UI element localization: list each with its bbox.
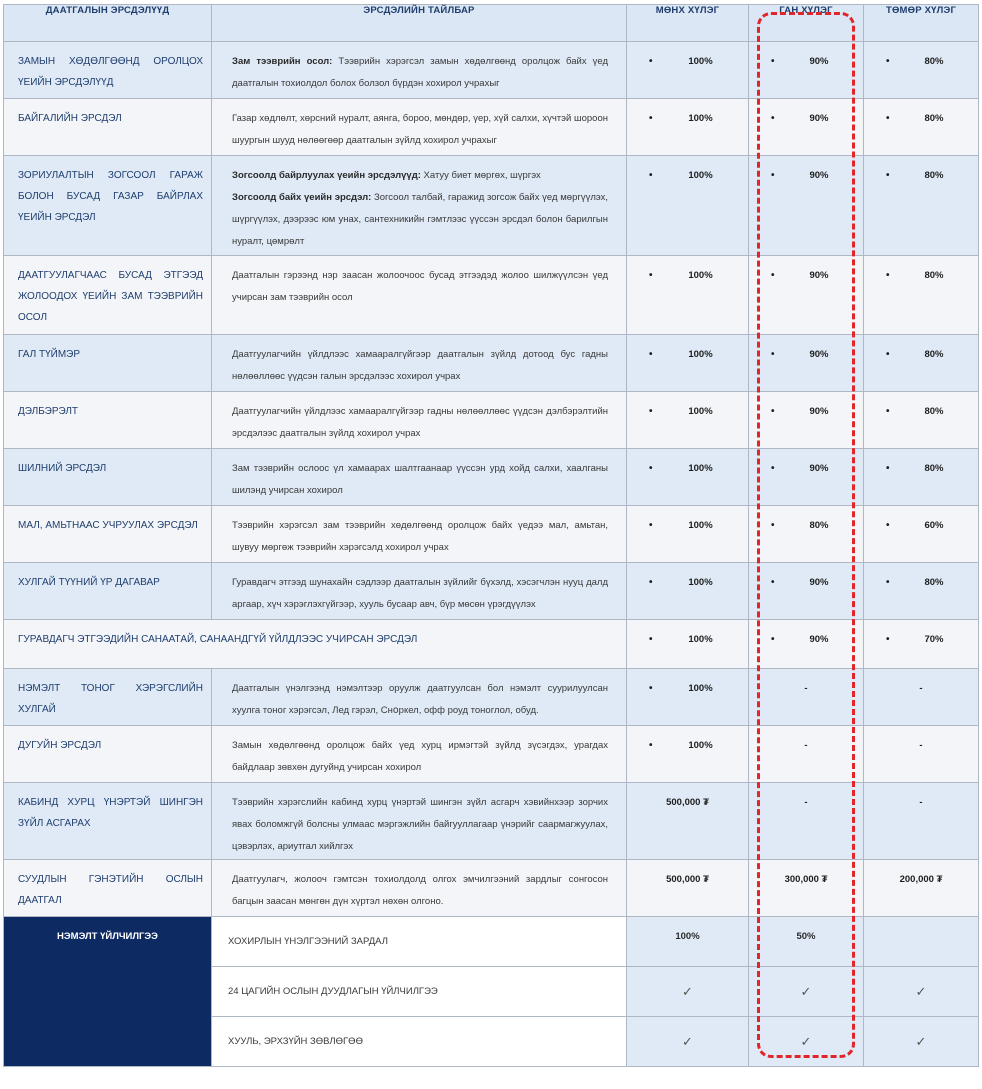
check-icon: ✓ bbox=[682, 983, 693, 999]
extra-label: ХУУЛЬ, ЭРХЗҮЙН ЗӨВЛӨГӨӨ bbox=[212, 1017, 627, 1067]
table-row bbox=[4, 335, 979, 392]
value-gan: - bbox=[749, 783, 864, 860]
risk-description: Зогсоолд байрлуулах үеийн эрсдэлүүд: Хатуу биет мөргөх, шүргэх Зогсоолд байх үеийн эрсдэл: Зогсоол талбай, гаражид зогсож байх үед мөргүүлэх, шүргүүлэх, дээрээс юм унах, сантехникийн гэмтлээс үүссэн эрсдэл болон барилгын нуралт, цөмрөлт bbox=[212, 156, 627, 256]
check-icon: ✓ bbox=[800, 983, 812, 999]
value-munkh: • 100% bbox=[627, 392, 749, 449]
extra-value-gan bbox=[749, 967, 864, 1017]
extra-services-heading: НЭМЭЛТ ҮЙЛЧИЛГЭЭ bbox=[4, 917, 212, 1067]
value-gan: - bbox=[749, 669, 864, 726]
risk-description: Замын хөдөлгөөнд оролцож байх үед хурц ирмэгтэй зүйлд зүсэгдэх, урагдах байдлаар зөвхөн дугуйнд учирсан хохирол bbox=[212, 726, 627, 783]
table-row bbox=[4, 506, 979, 563]
extra-value-gan bbox=[749, 1017, 864, 1067]
value-gan: • 90% bbox=[749, 392, 864, 449]
table-row bbox=[4, 726, 979, 783]
risk-description: Гуравдагч этгээд шунахайн сэдлээр даатгалын зүйлийг бүхэлд, хэсэгчлэн нууц далд аргаар, хүч хэрэглэхгүйгээр, хууль бусаар авч, бүр мөсөн үрэгдүүлэх bbox=[212, 563, 627, 620]
table-row bbox=[4, 42, 979, 99]
table-row bbox=[4, 99, 979, 156]
value-tumur: • 80% bbox=[864, 392, 979, 449]
risk-description: Тээврийн хэрэгсэл зам тээврийн хөдөлгөөнд оролцож байх үедээ мал, амьтан, шувуу мөргөж тээврийн хэрэгсэлд хохирол учрах bbox=[212, 506, 627, 563]
risk-description: Газар хөдлөлт, хөрсний нуралт, аянга, бороо, мөндөр, үер, хүй салхи, хүчтэй шороон шуургын шууд нөлөөгөөр даатгалын зүйлд хохирол учрахыг bbox=[212, 99, 627, 156]
value-gan: • 80% bbox=[749, 506, 864, 563]
table-row bbox=[4, 392, 979, 449]
header-plan-munkh: МӨНХ ХҮЛЭГ bbox=[627, 5, 749, 42]
value-tumur: - bbox=[864, 669, 979, 726]
risk-description: Зам тээврийн ослоос үл хамаарах шалтгаанаар үүссэн урд хойд салхи, хаалганы шилэнд учирсан хохирол bbox=[212, 449, 627, 506]
table-row bbox=[4, 256, 979, 335]
value-munkh: • 100% bbox=[627, 449, 749, 506]
header-plan-tumur: ТӨМӨР ХҮЛЭГ bbox=[864, 5, 979, 42]
risk-description bbox=[212, 42, 627, 99]
value-munkh: 500,000 ₮ bbox=[627, 783, 749, 860]
header-description: ЭРСДЭЛИЙН ТАЙЛБАР bbox=[212, 5, 627, 42]
desc-bold: Зогсоолд байх үеийн эрсдэл: bbox=[232, 192, 372, 203]
table-row bbox=[4, 563, 979, 620]
check-icon: ✓ bbox=[915, 983, 927, 999]
value-gan: • 90% bbox=[749, 335, 864, 392]
desc-bold: Зам тээврийн осол: bbox=[232, 56, 333, 67]
value-munkh: • 100% bbox=[627, 669, 749, 726]
desc-text: Тээврийн хэрэгсэл замын хөдөлгөөнд оролцож байх үед даатгалын тохиолдол болох болзол бүрдэн хохирол учрахыг bbox=[232, 56, 609, 89]
desc-bold: Зогсоолд байрлуулах үеийн эрсдэлүүд: bbox=[232, 170, 421, 181]
risk-description: Даатгуулагчийн үйлдлээс хамааралгүйгээр гадны нөлөөллөөс үүдсэн дэлбэрэлтийн эрсдэлээс даатгалын зүйлд хохирол учрах bbox=[212, 392, 627, 449]
header-risk: ДААТГАЛЫН ЭРСДЭЛҮҮД bbox=[4, 5, 212, 42]
check-icon: ✓ bbox=[800, 1033, 812, 1049]
risk-description: Даатгуулагч, жолооч гэмтсэн тохиолдолд олгох эмчилгээний зардлыг сонгосон багцын заасан мөнгөн дүн хүртэл нөхөн олгоно. bbox=[212, 860, 627, 917]
extra-value-gan: 50% bbox=[749, 917, 864, 967]
risk-name: ДЭЛБЭРЭЛТ bbox=[4, 392, 212, 449]
extra-value-munkh bbox=[627, 967, 749, 1017]
value-munkh: • 100% bbox=[627, 42, 749, 99]
value-gan: • 90% bbox=[749, 620, 864, 669]
value-munkh: • 100% bbox=[627, 506, 749, 563]
risk-name: ДУГУЙН ЭРСДЭЛ bbox=[4, 726, 212, 783]
table-row bbox=[4, 669, 979, 726]
value-tumur: - bbox=[864, 783, 979, 860]
value-munkh: • 100% bbox=[627, 256, 749, 335]
risk-name: СУУДЛЫН ГЭНЭТИЙН ОСЛЫН ДААТГАЛ bbox=[4, 860, 212, 917]
table-row bbox=[4, 783, 979, 860]
header-row bbox=[4, 5, 979, 42]
value-gan: 300,000 ₮ bbox=[749, 860, 864, 917]
risk-description: Тээврийн хэрэгслийн кабинд хурц үнэртэй шингэн зүйл асгарч хэвийнхээр зорчих явах боломжгүй болсны улмаас мэргэжлийн байгууллагаар үнэрийг саармагжуулах, цэвэрлэх, ариутгал хийлгэх bbox=[212, 783, 627, 860]
value-tumur: • 80% bbox=[864, 563, 979, 620]
value-tumur: • 80% bbox=[864, 335, 979, 392]
risk-name: ШИЛНИЙ ЭРСДЭЛ bbox=[4, 449, 212, 506]
table-row bbox=[4, 860, 979, 917]
extra-label: 24 ЦАГИЙН ОСЛЫН ДУУДЛАГЫН ҮЙЛЧИЛГЭЭ bbox=[212, 967, 627, 1017]
extra-value-tumur bbox=[864, 917, 979, 967]
risk-description: Даатгуулагчийн үйлдлээс хамааралгүйгээр даатгалын зүйлд дотоод бус гадны нөлөөллөөс үүдсэн галын эрсдэлээс хохирол учрах bbox=[212, 335, 627, 392]
risk-name: ГАЛ ТҮЙМЭР bbox=[4, 335, 212, 392]
check-icon: ✓ bbox=[682, 1033, 693, 1049]
value-munkh: • 100% bbox=[627, 99, 749, 156]
table-row bbox=[4, 156, 979, 256]
extra-value-munkh: 100% bbox=[627, 917, 749, 967]
value-tumur: - bbox=[864, 726, 979, 783]
value-tumur: • 80% bbox=[864, 156, 979, 256]
risk-description: Даатгалын гэрээнд нэр заасан жолоочоос бусад этгээдэд жолоо шилжүүлсэн үед учирсан зам тээврийн осол bbox=[212, 256, 627, 335]
extra-value-tumur bbox=[864, 967, 979, 1017]
value-munkh: 500,000 ₮ bbox=[627, 860, 749, 917]
extra-value-munkh bbox=[627, 1017, 749, 1067]
value-gan: • 90% bbox=[749, 156, 864, 256]
risk-name: КАБИНД ХУРЦ ҮНЭРТЭЙ ШИНГЭН ЗҮЙЛ АСГАРАХ bbox=[4, 783, 212, 860]
value-gan: • 90% bbox=[749, 99, 864, 156]
risk-name: БАЙГАЛИЙН ЭРСДЭЛ bbox=[4, 99, 212, 156]
value-gan: - bbox=[749, 726, 864, 783]
risk-name: ЗОРИУЛАЛТЫН ЗОГСООЛ ГАРАЖ БОЛОН БУСАД ГАЗАР БАЙРЛАХ ҮЕИЙН ЭРСДЭЛ bbox=[4, 156, 212, 256]
risk-description: Даатгалын үнэлгээнд нэмэлтээр оруулж даатгуулсан бол нэмэлт суурилуулсан хуулга тоног хэрэгсэл, Лед гэрэл, Снօркел, офф роуд тоноглол, обуд. bbox=[212, 669, 627, 726]
value-munkh: • 100% bbox=[627, 726, 749, 783]
risk-name: ХУЛГАЙ ТҮҮНИЙ ҮР ДАГАВАР bbox=[4, 563, 212, 620]
value-tumur: • 60% bbox=[864, 506, 979, 563]
extra-label: ХОХИРЛЫН ҮНЭЛГЭЭНИЙ ЗАРДАЛ bbox=[212, 917, 627, 967]
value-munkh: • 100% bbox=[627, 335, 749, 392]
value-tumur: • 80% bbox=[864, 256, 979, 335]
value-munkh: • 100% bbox=[627, 620, 749, 669]
value-tumur: • 80% bbox=[864, 99, 979, 156]
value-tumur: • 80% bbox=[864, 42, 979, 99]
value-tumur: 200,000 ₮ bbox=[864, 860, 979, 917]
risk-name: ЗАМЫН ХӨДӨЛГӨӨНД ОРОЛЦОХ ҮЕИЙН ЭРСДЭЛҮҮД bbox=[4, 42, 212, 99]
value-gan: • 90% bbox=[749, 563, 864, 620]
value-gan: • 90% bbox=[749, 256, 864, 335]
table-row bbox=[4, 620, 979, 669]
check-icon: ✓ bbox=[915, 1033, 927, 1049]
risk-name: ДААТГУУЛАГЧААС БУСАД ЭТГЭЭД ЖОЛООДОХ ҮЕИЙН ЗАМ ТЭЭВРИЙН ОСОЛ bbox=[4, 256, 212, 335]
value-gan: • 90% bbox=[749, 42, 864, 99]
value-tumur: • 70% bbox=[864, 620, 979, 669]
value-gan: • 90% bbox=[749, 449, 864, 506]
value-munkh: • 100% bbox=[627, 156, 749, 256]
table-row bbox=[4, 449, 979, 506]
risk-name: НЭМЭЛТ ТОНОГ ХЭРЭГСЛИЙН ХУЛГАЙ bbox=[4, 669, 212, 726]
risk-name: МАЛ, АМЬТНААС УЧРУУЛАХ ЭРСДЭЛ bbox=[4, 506, 212, 563]
insurance-comparison-table bbox=[3, 4, 979, 1067]
extra-row bbox=[4, 917, 979, 967]
value-tumur: • 80% bbox=[864, 449, 979, 506]
extra-value-tumur bbox=[864, 1017, 979, 1067]
value-munkh: • 100% bbox=[627, 563, 749, 620]
header-plan-gan: ГАН ХҮЛЭГ bbox=[749, 5, 864, 42]
risk-name: ГУРАВДАГЧ ЭТГЭЭДИЙН САНААТАЙ, САНААНДГҮЙ ҮЙЛДЛЭЭС УЧИРСАН ЭРСДЭЛ bbox=[4, 620, 627, 669]
